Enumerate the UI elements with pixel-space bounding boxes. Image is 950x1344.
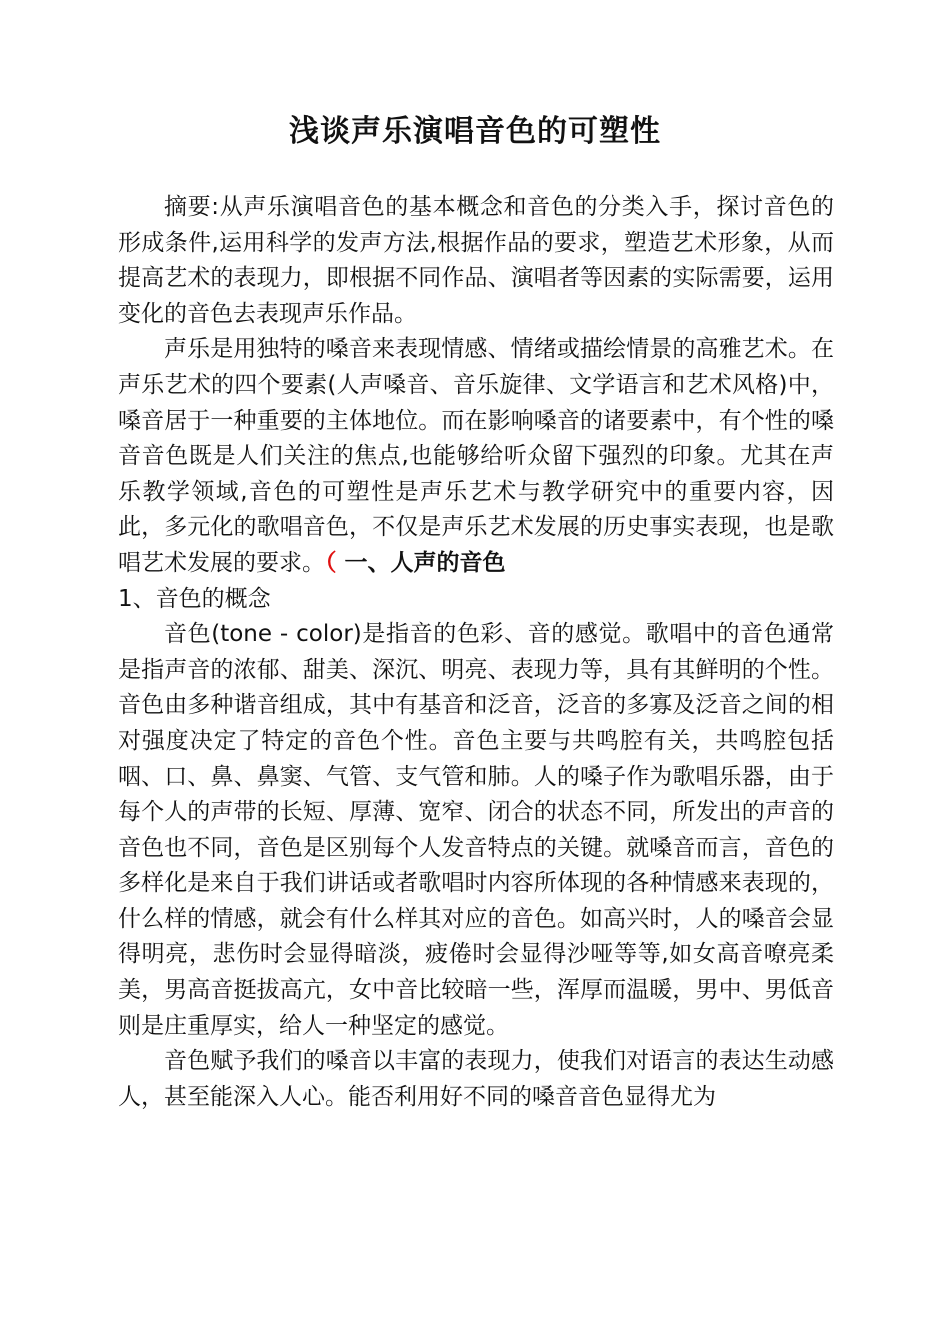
abstract-paragraph: 摘要:从声乐演唱音色的基本概念和音色的分类入手，探讨音色的形成条件,运用科学的发声方法,根据作品的要求，塑造艺术形象，从而提高艺术的表现力，即根据不同作品、演唱者等因素的实际需要，运用变化的音色去表现声乐作品。 bbox=[118, 194, 834, 327]
intro-paragraph bbox=[118, 332, 834, 581]
subsection-heading: 1、音色的概念 bbox=[118, 585, 271, 612]
concept-paragraph: 音色(tone - color)是指音的色彩、音的感觉。歌唱中的音色通常是指声音的浓郁、甜美、深沉、明亮、表现力等，具有其鲜明的个性。音色由多种谐音组成，其中有基音和泛音，泛音的多寡及泛音之间的相对强度决定了特定的音色个性。音色主要与共鸣腔有关，共鸣腔包括咽、口、鼻、鼻窦、气管、支气管和肺。人的嗓子作为歌唱乐器，由于每个人的声带的长短、厚薄、宽窄、闭合的状态不同，所发出的声音的音色也不同，音色是区别每个人发音特点的关键。就嗓音而言，音色的多样化是来自于我们讲话或者歌唱时内容所体现的各种情感来表现的，什么样的情感，就会有什么样其对应的音色。如高兴时，人的嗓音会显得明亮，悲伤时会显得暗淡，疲倦时会显得沙哑等等,如女高音嘹亮柔美，男高音挺拔高亢，女中音比较暗一些，浑厚而温暖，男中、男低音则是庄重厚实，给人一种坚定的感觉。 bbox=[118, 621, 834, 1039]
section-heading: 一、人声的音色 bbox=[336, 549, 506, 576]
expression-paragraph: 音色赋予我们的嗓音以丰富的表现力，使我们对语言的表达生动感人，甚至能深入人心。能否利用好不同的嗓音音色显得尤为 bbox=[118, 1048, 834, 1110]
document-title: 浅谈声乐演唱音色的可塑性 bbox=[289, 114, 661, 149]
document-body bbox=[118, 190, 834, 1115]
intro-text: 声乐是用独特的嗓音来表现情感、情绪或描绘情景的高雅艺术。在声乐艺术的四个要素(人声嗓音、音乐旋律、文学语言和艺术风格)中，嗓音居于一种重要的主体地位。而在影响嗓音的诸要素中，有个性的嗓音音色既是人们关注的焦点,也能够给听众留下强烈的印象。尤其在声乐教学领域,音色的可塑性是声乐艺术与教学研究中的重要内容，因此，多元化的歌唱音色，不仅是声乐艺术发展的历史事实表现，也是歌唱艺术发展的要求。 bbox=[118, 336, 834, 576]
red-parenthesis-mark: （ bbox=[325, 549, 337, 576]
